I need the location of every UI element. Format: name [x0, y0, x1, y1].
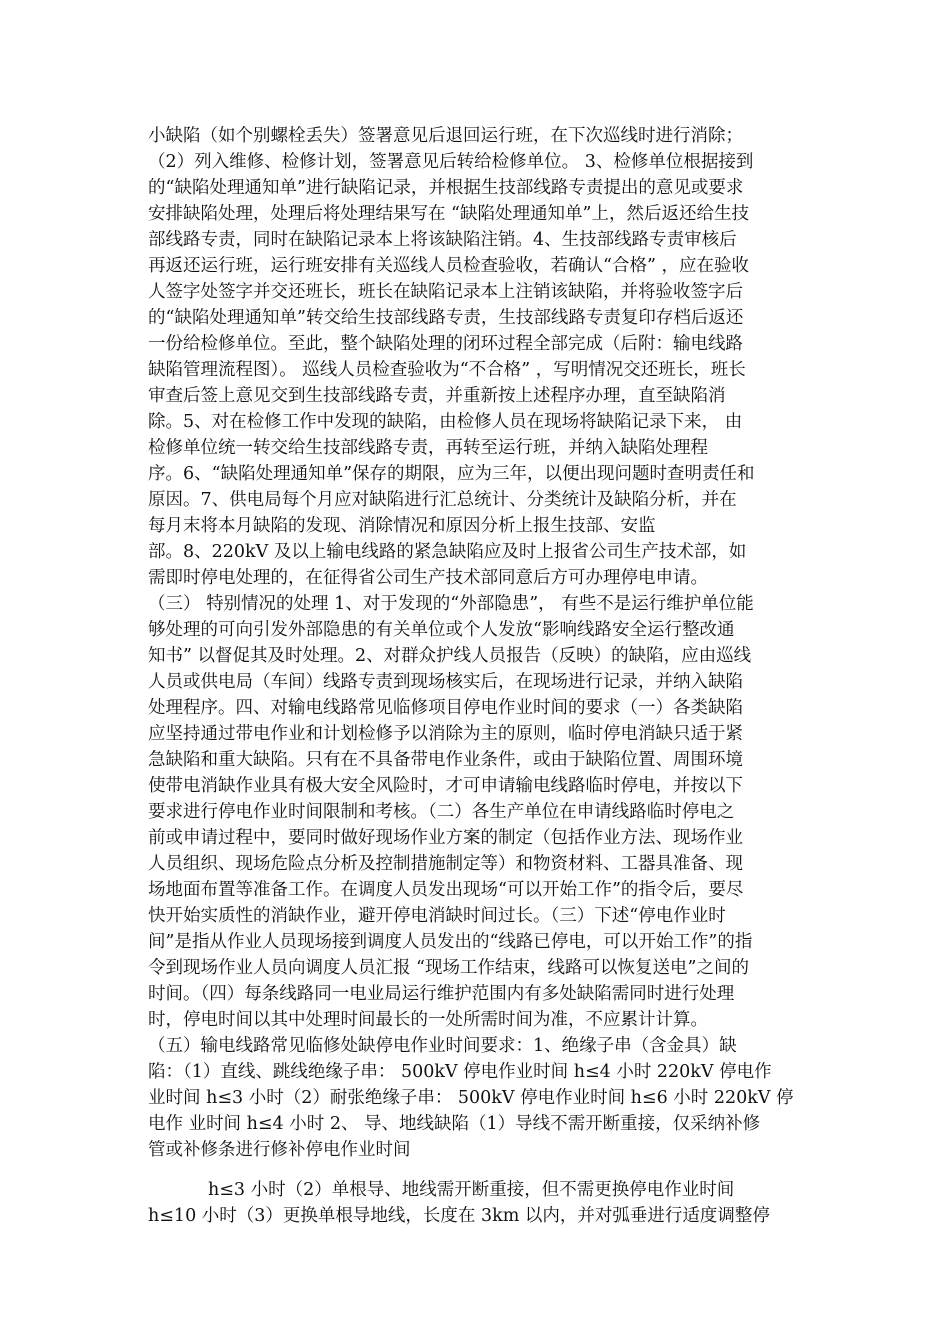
text-line: 除。5、对在检修工作中发现的缺陷，由检修人员在现场将缺陷记录下来， 由 — [148, 412, 743, 432]
text-line: 够处理的可向引发外部隐患的有关单位或个人发放“影响线路安全运行整改通 — [148, 620, 735, 640]
text-line: （2）列入维修、检修计划，签署意见后转给检修单位。 3、检修单位根据接到 — [148, 152, 754, 172]
text-line: 部线路专责，同时在缺陷记录本上将该缺陷注销。4、生技部线路专责审核后 — [148, 230, 737, 250]
text-line: 再返还运行班，运行班安排有关巡线人员检查验收，若确认“合格” ，应在验收 — [148, 256, 749, 276]
text-line: 安排缺陷处理，处理后将处理结果写在 “缺陷处理通知单”上，然后返还给生技 — [148, 204, 749, 224]
text-line: 检修单位统一转交给生技部线路专责，再转至运行班，并纳入缺陷处理程 — [148, 438, 708, 458]
text-line: 应坚持通过带电作业和计划检修予以消除为主的原则，临时停电消缺只适于紧 — [148, 724, 743, 744]
text-line: 急缺陷和重大缺陷。只有在不具备带电作业条件，或由于缺陷位置、周围环境 — [148, 750, 743, 770]
text-line: 场地面布置等准备工作。在调度人员发出现场“可以开始工作”的指令后，要尽 — [148, 880, 744, 900]
text-line: 缺陷管理流程图）。 巡线人员检查验收为“不合格” ，写明情况交还班长，班长 — [148, 360, 746, 380]
text-line: 令到现场作业人员向调度人员汇报 “现场工作结束，线路可以恢复送电”之间的 — [148, 958, 749, 978]
text-line: 人签字处签字并交还班长，班长在缺陷记录本上注销该缺陷，并将验收签字后 — [148, 282, 743, 302]
text-line: 的“缺陷处理通知单”进行缺陷记录，并根据生技部线路专责提出的意见或要求 — [148, 178, 744, 198]
text-line: 审查后签上意见交到生技部线路专责，并重新按上述程序办理，直至缺陷消 — [148, 386, 726, 406]
text-line: 知书” 以督促其及时处理。2、对群众护线人员报告（反映）的缺陷，应由巡线 — [148, 646, 752, 666]
text-line: 陷：（1）直线、跳线绝缘子串： 500kV 停电作业时间 h≤4 小时 220kV 停电作 — [148, 1062, 772, 1082]
text-line: 序。6、“缺陷处理通知单”保存的期限，应为三年，以便出现问题时查明责任和 — [148, 464, 755, 484]
text-line: 时，停电时间以其中处理时间最长的一处所需时间为准，不应累计计算。 — [148, 1010, 708, 1030]
text-line: 需即时停电处理的，在征得省公司生产技术部同意后方可办理停电申请。 — [148, 568, 708, 588]
text-line: 小缺陷（如个别螺栓丢失）签署意见后退回运行班，在下次巡线时进行消除； — [148, 126, 743, 146]
text-line: （三） 特别情况的处理 1、对于发现的“外部隐患”， 有些不是运行维护单位能 — [148, 594, 754, 614]
text-line: 管或补修条进行修补停电作业时间 — [148, 1140, 411, 1160]
text-line: 一份给检修单位。至此，整个缺陷处理的闭环过程全部完成（后附：输电线路 — [148, 334, 743, 354]
text-line: 快开始实质性的消缺作业，避开停电消缺时间过长。（三）下述“停电作业时 — [148, 906, 726, 926]
text-line: 使带电消缺作业具有极大安全风险时，才可申请输电线路临时停电，并按以下 — [148, 776, 743, 796]
text-line: 间”是指从作业人员现场接到调度人员发出的“线路已停电，可以开始工作”的指 — [148, 932, 753, 952]
text-line: 时间。（四）每条线路同一电业局运行维护范围内有多处缺陷需同时进行处理 — [148, 984, 735, 1004]
text-line: h≤3 小时（2）单根导、地线需开断重接，但不需更换停电作业时间 — [208, 1180, 735, 1200]
text-line: 人员或供电局（车间）线路专责到现场核实后，在现场进行记录，并纳入缺陷 — [148, 672, 743, 692]
text-line: 原因。7、供电局每个月应对缺陷进行汇总统计、分类统计及缺陷分析，并在 — [148, 490, 737, 510]
text-line: 处理程序。四、对输电线路常见临修项目停电作业时间的要求（一）各类缺陷 — [148, 698, 743, 718]
text-line: （五）输电线路常见临修处缺停电作业时间要求：1、绝缘子串（含金具）缺 — [148, 1036, 737, 1056]
text-line: 人员组织、现场危险点分析及控制措施制定等）和物资材料、工器具准备、现 — [148, 854, 743, 874]
text-line: 每月末将本月缺陷的发现、消除情况和原因分析上报生技部、安监 — [148, 516, 656, 536]
text-line: 电作 业时间 h≤4 小时 2、 导、地线缺陷（1）导线不需开断重接，仅采纳补修 — [148, 1114, 761, 1134]
text-line: h≤10 小时（3）更换单根导地线，长度在 3km 以内，并对弧垂进行适度调整停 — [148, 1206, 770, 1226]
text-line: 要求进行停电作业时间限制和考核。（二）各生产单位在申请线路临时停电之 — [148, 802, 735, 822]
text-line: 部。8、220kV 及以上输电线路的紧急缺陷应及时上报省公司生产技术部，如 — [148, 542, 747, 562]
text-line: 的“缺陷处理通知单”转交给生技部线路专责，生技部线路专责复印存档后返还 — [148, 308, 744, 328]
text-line: 业时间 h≤3 小时（2）耐张绝缘子串： 500kV 停电作业时间 h≤6 小时 220kV 停 — [148, 1088, 794, 1108]
text-line: 前或申请过程中，要同时做好现场作业方案的制定（包括作业方法、现场作业 — [148, 828, 743, 848]
